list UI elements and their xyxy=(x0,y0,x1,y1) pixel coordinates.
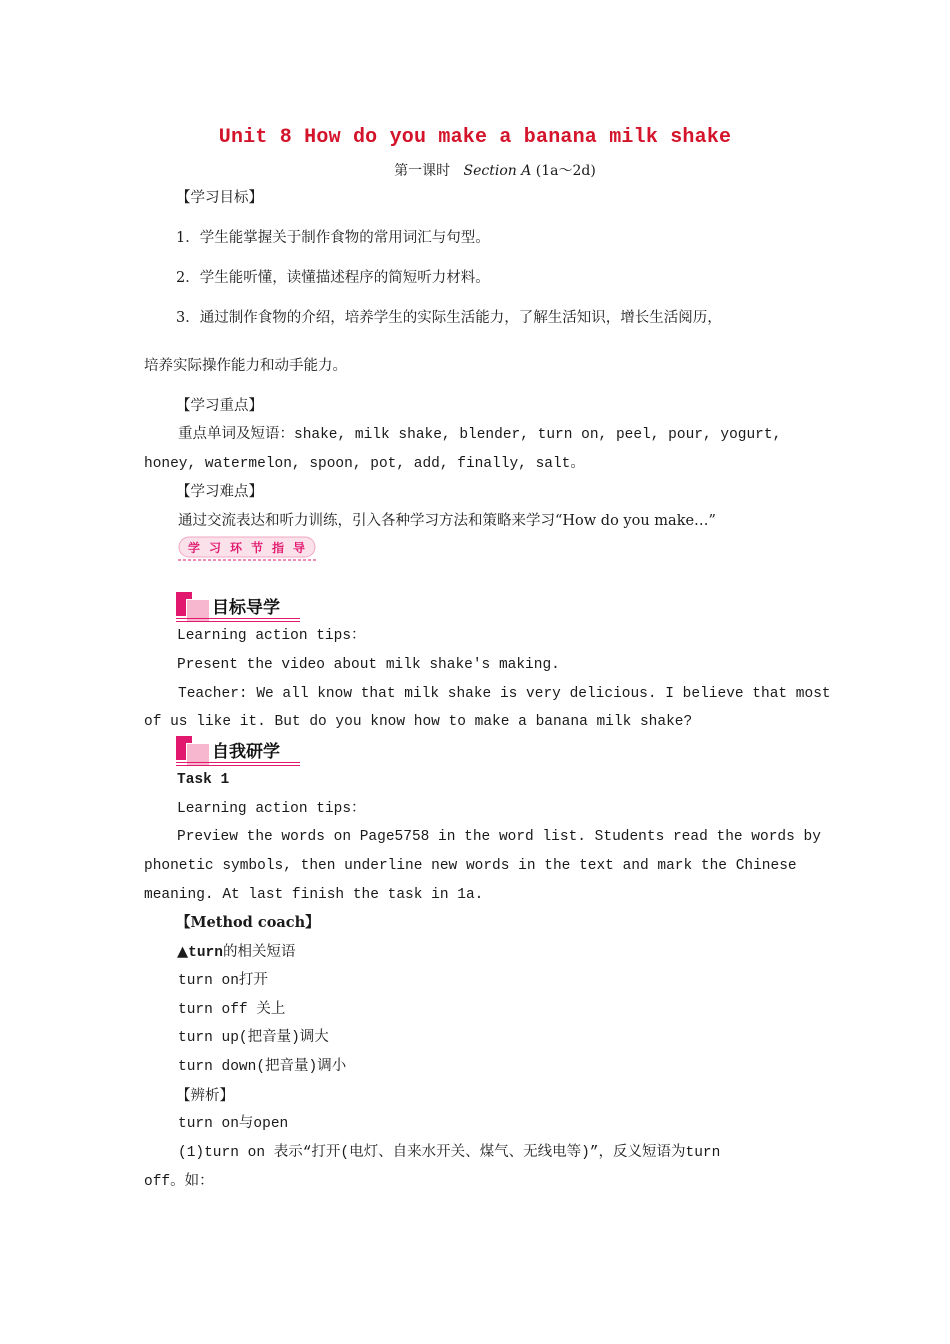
goal-item-3-cont: 培养实际操作能力和动手能力。 xyxy=(144,358,347,374)
study-guide-badge-graphic xyxy=(178,536,318,562)
key-points-line-1 xyxy=(178,425,806,445)
goal-item-2: 2．学生能听懂，读懂描述程序的简短听力材料。 xyxy=(176,270,490,286)
badge-char-4: 节 xyxy=(250,541,264,555)
section-underline-double xyxy=(176,621,300,622)
section-marker-icon-overlay xyxy=(186,743,210,767)
section2-line-2: phonetic symbols, then underline new words in the text and mark the Chinese xyxy=(144,858,797,874)
phrases-heading xyxy=(177,942,295,963)
section1-line-3: of us like it. But do you know how to make a banana milk shake? xyxy=(144,714,693,730)
triangle-icon: ▲ xyxy=(177,944,189,960)
badge-char-3: 环 xyxy=(229,541,243,555)
analysis-heading: 【辨析】 xyxy=(176,1088,234,1104)
phrase-item-3: turn up(把音量)调大 xyxy=(178,1030,329,1046)
section1-line-2 xyxy=(178,684,831,704)
phrases-heading-word: turn xyxy=(188,945,223,961)
difficulties-heading: 【学习难点】 xyxy=(176,484,263,500)
section2-line-1: Preview the words on Page5758 in the word list. Students read the words by xyxy=(177,829,821,845)
section1-tips-label: Learning action tips： xyxy=(177,628,366,644)
phrase-item-2: turn off 关上 xyxy=(178,1002,286,1018)
compare-line: turn on与open xyxy=(178,1116,289,1132)
badge-char-5: 指 xyxy=(271,541,285,555)
phrase-item-4: turn down(把音量)调小 xyxy=(178,1059,347,1075)
explain-line-2: off。如： xyxy=(144,1174,214,1190)
section1-text-2: Teacher: We all know that milk shake is very delicious. I believe that most xyxy=(178,686,831,702)
explain-text-1: (1)turn on 表示“打开(电灯、自来水开关、煤气、无线电等)”，反义短语为turn xyxy=(178,1145,721,1161)
section2-line-3: meaning. At last finish the task in 1a. xyxy=(144,887,484,903)
section-underline-double xyxy=(176,765,300,766)
section-marker-icon-overlay xyxy=(186,599,210,623)
key-points-text-1: 重点单词及短语：shake, milk shake, blender, turn on, peel, pour, yogurt, xyxy=(178,427,782,443)
subtitle-section: Section A xyxy=(463,163,532,179)
section-underline xyxy=(176,618,300,619)
document-title: Unit 8 How do you make a banana milk shake xyxy=(218,126,732,149)
task-label: Task 1 xyxy=(177,772,230,788)
section-header-goal-guided xyxy=(176,590,300,624)
goals-heading: 【学习目标】 xyxy=(176,190,263,206)
difficulties-line-1: 通过交流表达和听力训练，引入各种学习方法和策略来学习“How do you make…” xyxy=(178,513,716,529)
phrase-item-1: turn on打开 xyxy=(178,973,268,989)
lesson-subtitle xyxy=(0,160,950,180)
subtitle-prefix: 第一课时 xyxy=(394,163,451,179)
section-title: 目标导学 xyxy=(212,598,280,618)
badge-char-1: 学 xyxy=(187,541,201,555)
section-title: 自我研学 xyxy=(212,742,280,762)
method-coach-heading: 【Method coach】 xyxy=(176,914,320,931)
section-header-self-study xyxy=(176,734,300,768)
key-points-line-2: honey, watermelon, spoon, pot, add, finally, salt。 xyxy=(144,456,585,472)
badge-char-6: 导 xyxy=(292,541,306,555)
explain-line-1 xyxy=(178,1143,806,1163)
goal-item-1: 1．学生能掌握关于制作食物的常用词汇与句型。 xyxy=(176,230,490,246)
badge-char-2: 习 xyxy=(208,541,222,555)
section2-tips-label: Learning action tips： xyxy=(177,801,366,817)
section1-line-1: Present the video about milk shake's making. xyxy=(177,657,560,673)
goal-item-3: 3．通过制作食物的介绍，培养学生的实际生活能力，了解生活知识，增长生活阅历， xyxy=(176,310,722,326)
subtitle-range: (1a～2d) xyxy=(535,163,596,179)
study-guide-badge xyxy=(178,536,316,560)
section-underline xyxy=(176,762,300,763)
key-points-heading: 【学习重点】 xyxy=(176,398,263,414)
phrases-heading-rest: 的相关短语 xyxy=(222,944,296,960)
